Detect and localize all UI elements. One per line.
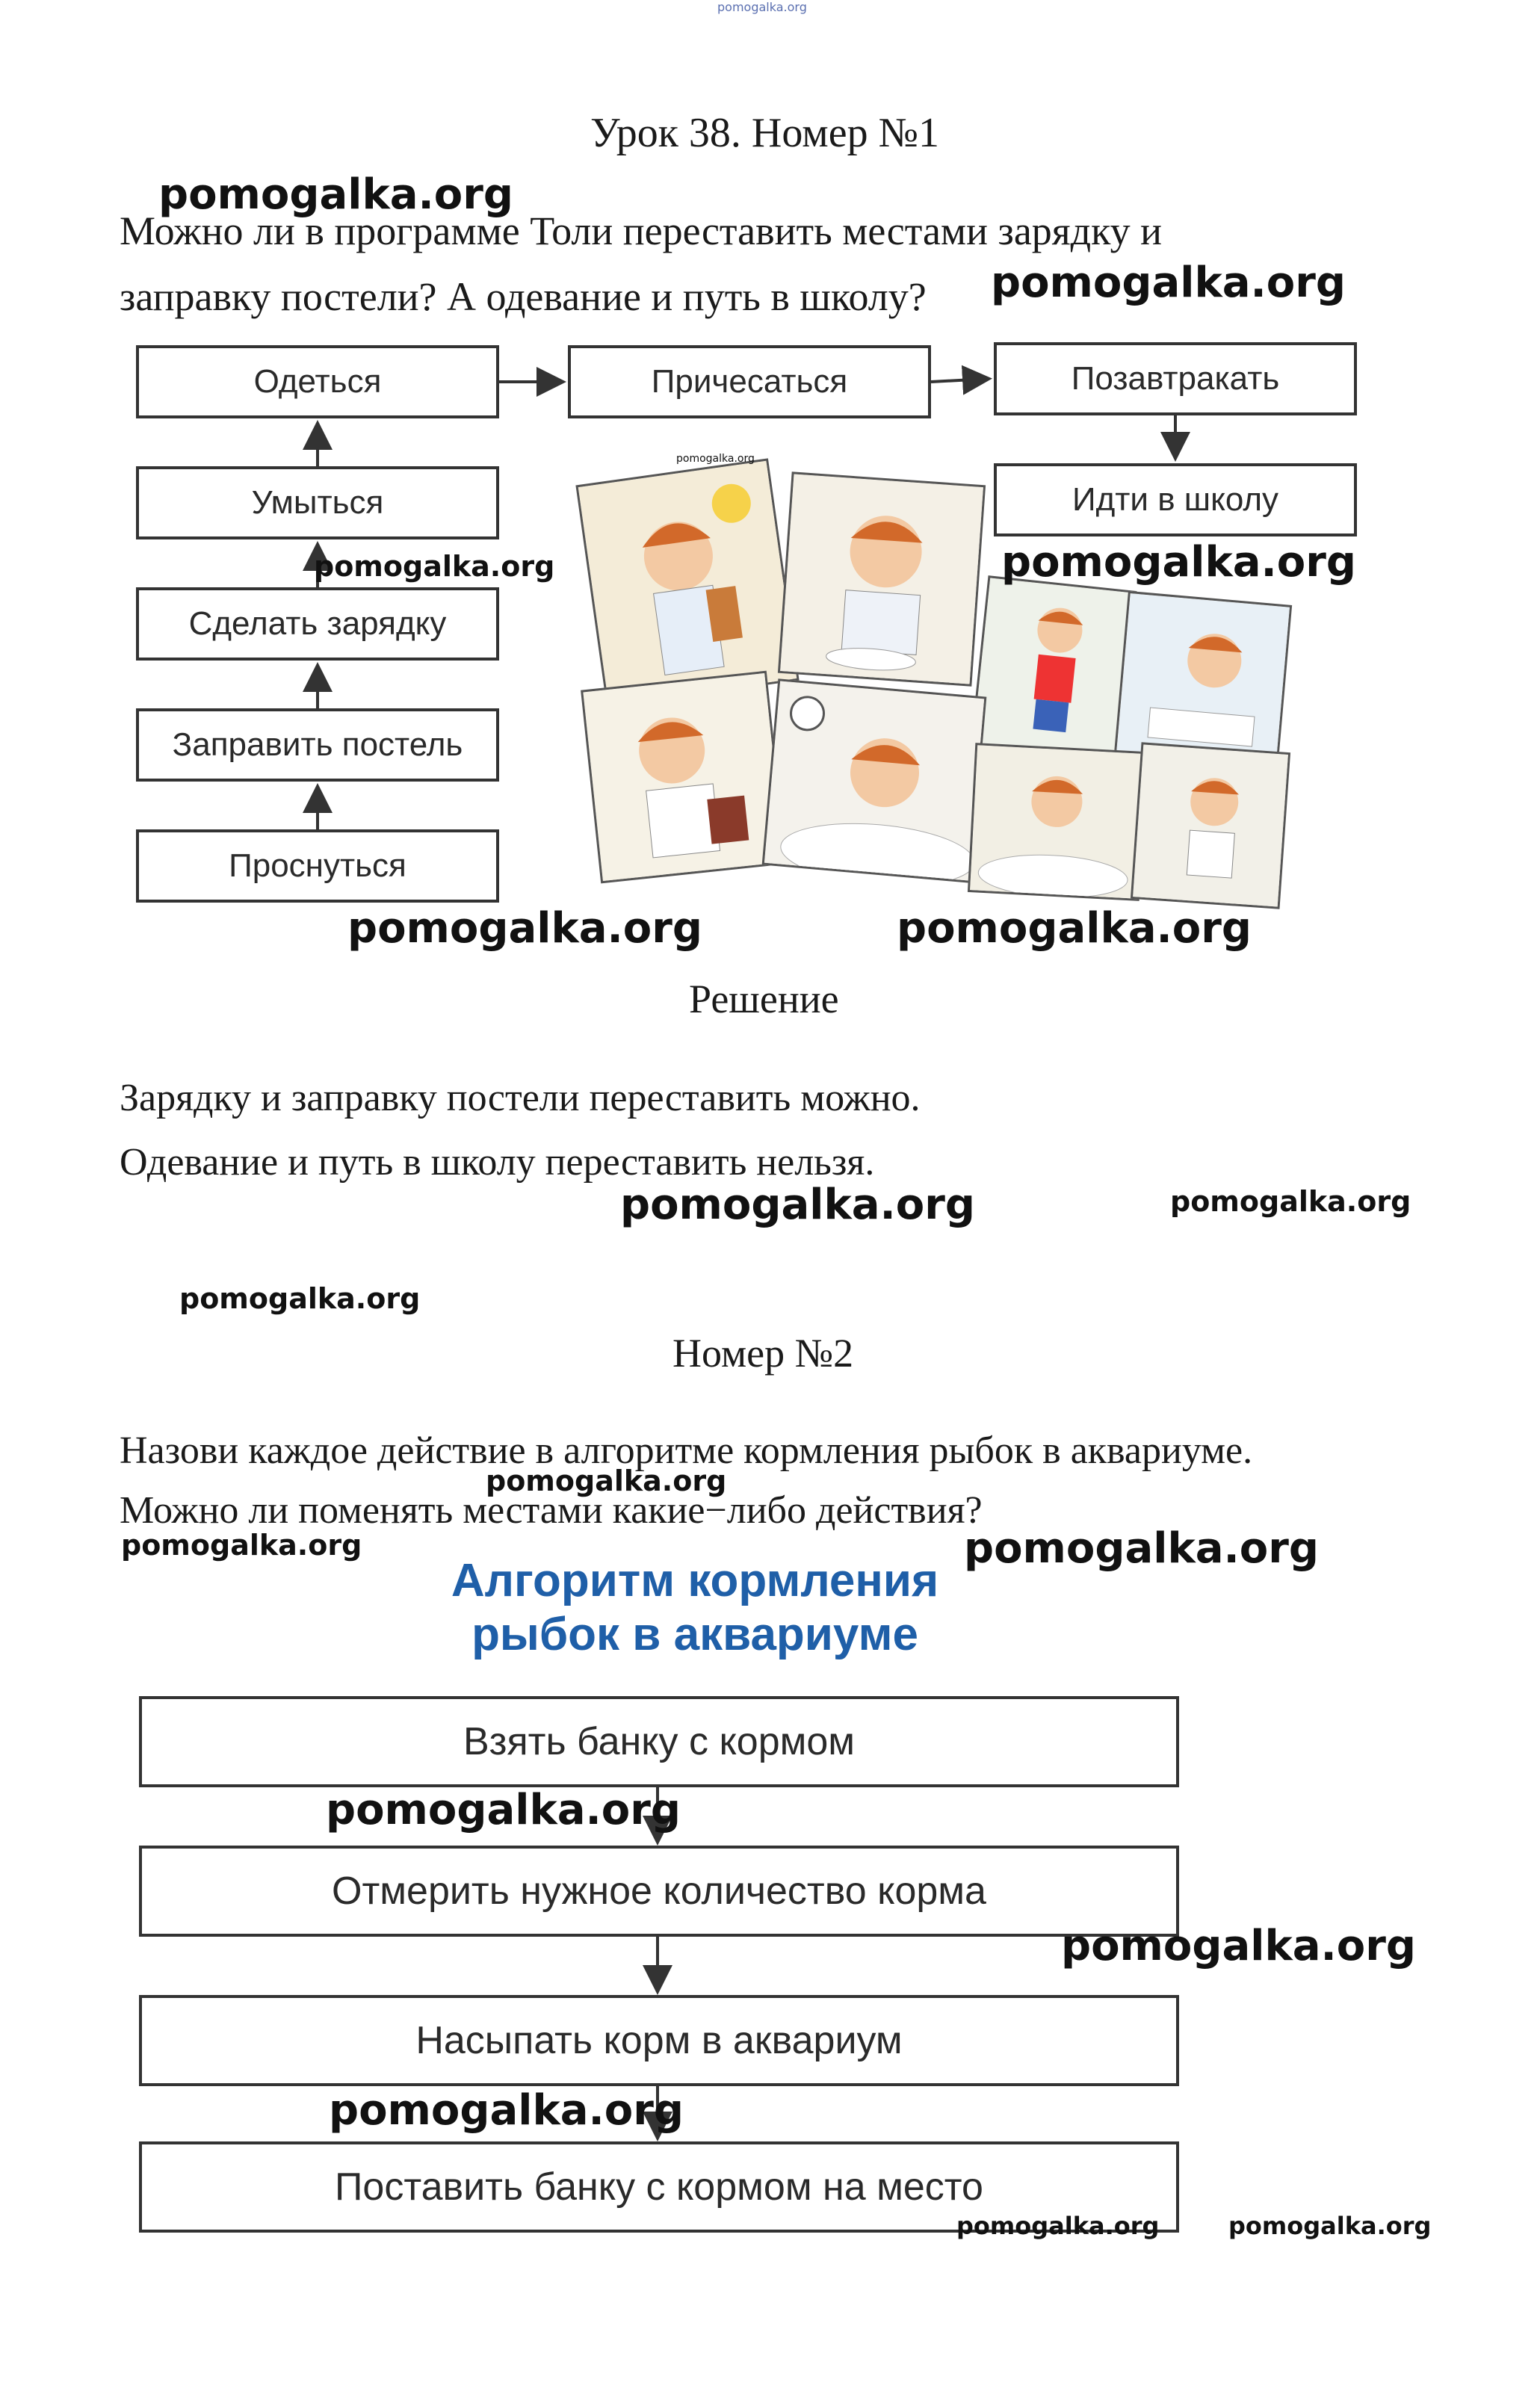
flow-box-umytsya: Умыться [136,466,499,539]
question-line: Назови каждое действие в алгоритме кормления рыбок в аквариуме. [120,1429,1253,1472]
algo-step-4: Поставить банку с кормом на место [139,2141,1179,2233]
algorithm-title-line: рыбок в аквариуме [471,1609,918,1660]
watermark: pomogalka.org [347,904,702,953]
solution-title: Решение [689,977,839,1021]
flow-box-postel: Заправить постель [136,708,499,782]
flow-box-prichesatsya: Причесаться [568,345,931,418]
watermark: pomogalka.org [158,170,513,219]
illustration-dressing [581,671,787,884]
answer-line: Одевание и путь в школу переставить нельзя. [120,1141,875,1184]
watermark: pomogalka.org [956,2212,1160,2240]
algo-step-3: Насыпать корм в аквариум [139,1995,1179,2086]
question-line: Можно ли в программе Толи переставить местами зарядку и [120,208,1162,253]
algo-step-2: Отмерить нужное количество корма [139,1846,1179,1937]
watermark-top: pomogalka.org [717,0,807,14]
watermark: pomogalka.org [1228,2212,1432,2240]
question-line: Можно ли поменять местами какие−либо действия? [120,1489,983,1532]
flow-box-prosnutsya: Проснуться [136,829,499,903]
algo-step-1: Взять банку с кормом [139,1696,1179,1787]
flow-box-idti-v-shkolu: Идти в школу [994,463,1357,536]
section2-heading: Номер №2 [672,1331,854,1376]
illustration-walking-to-school [575,458,799,707]
watermark: pomogalka.org [486,1464,727,1497]
algorithm-title [284,1554,1106,1662]
illustration-exercise [971,575,1137,762]
section1-heading: Урок 38. Номер №1 [590,110,940,156]
watermark: pomogalka.org [620,1181,975,1229]
watermark: pomogalka.org [964,1524,1319,1573]
watermark: pomogalka.org [314,550,555,583]
flow-box-zaryadka: Сделать зарядку [136,587,499,661]
watermark: pomogalka.org [329,2086,684,2135]
question-line: заправку постели? А одевание и путь в школу? [120,274,927,319]
watermark: pomogalka.org [121,1529,362,1562]
flow-box-pozavtrakat: Позавтракать [994,342,1357,415]
algorithm-title-line: Алгоритм кормления [451,1555,939,1606]
watermark: pomogalka.org [897,904,1252,953]
illustration-breakfast [778,471,986,686]
illustration-making-bed [968,743,1147,901]
watermark: pomogalka.org [991,259,1346,307]
illustration-tidying [1131,742,1290,909]
watermark: pomogalka.org [1001,538,1356,587]
watermark: pomogalka.org [326,1786,681,1834]
illustration-waking-up [762,678,987,882]
watermark: pomogalka.org [676,453,755,465]
watermark: pomogalka.org [1061,1922,1416,1970]
watermark: pomogalka.org [179,1282,421,1315]
watermark: pomogalka.org [1170,1185,1411,1218]
flow-box-odetsya: Одеться [136,345,499,418]
answer-line: Зарядку и заправку постели переставить можно. [120,1077,921,1119]
